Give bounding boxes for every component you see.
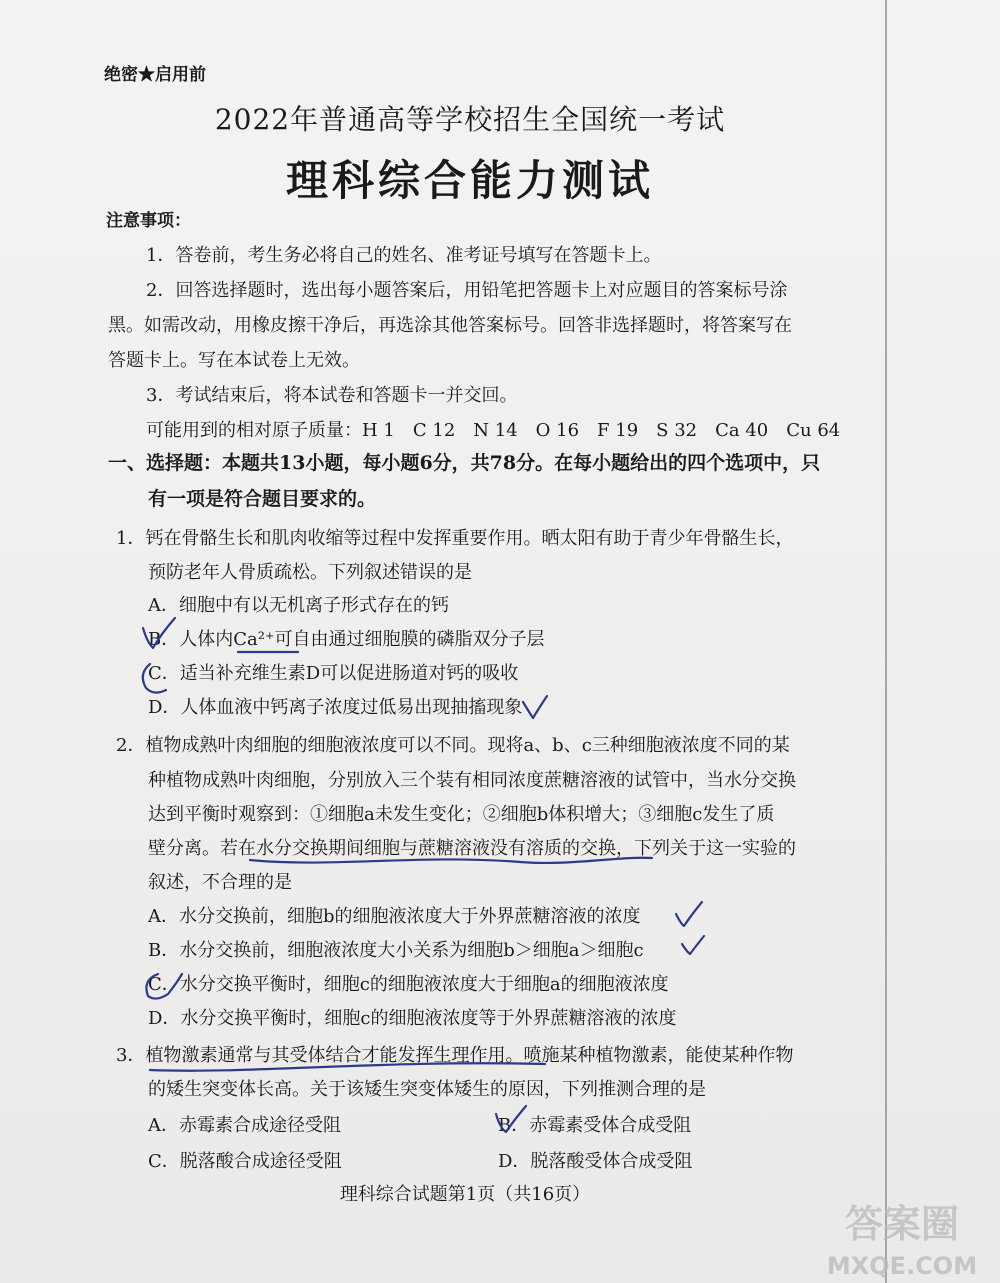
question-3-option-d: D．脱落酸受体合成受阻 (498, 1151, 693, 1172)
exam-subtitle: 理科综合能力测试 (285, 156, 654, 205)
question-3-option-b: B．赤霉素受体合成受阻 (498, 1115, 692, 1136)
question-1-option-b: B．人体内Ca²⁺可自由通过细胞膜的磷脂双分子层 (148, 629, 545, 650)
question-2-stem: 2．植物成熟叶肉细胞的细胞液浓度可以不同。现将a、b、c三种细胞液浓度不同的某 (116, 735, 790, 756)
watermark-top: 答案圈 (844, 1202, 960, 1246)
question-3-option-c: C．脱落酸合成途径受阻 (148, 1151, 342, 1172)
question-1-option-d: D．人体血液中钙离子浓度过低易出现抽搐现象 (148, 697, 523, 718)
question-2-stem: 种植物成熟叶肉细胞，分别放入三个装有相同浓度蔗糖溶液的试管中，当水分交换 (148, 770, 796, 791)
notes-heading: 注意事项： (106, 211, 191, 231)
question-1-option-c: C．适当补充维生素D可以促进肠道对钙的吸收 (148, 663, 519, 684)
watermark-bottom: MXQE.COM (826, 1252, 978, 1280)
question-1-option-a: A．细胞中有以无机离子形式存在的钙 (148, 595, 449, 616)
question-2-option-c: C．水分交换平衡时，细胞c的细胞液浓度大于细胞a的细胞液浓度 (148, 974, 669, 995)
checkmark-icon (523, 696, 547, 718)
page-footer: 理科综合试题第1页（共16页） (339, 1184, 591, 1205)
question-2-option-d: D．水分交换平衡时，细胞c的细胞液浓度等于外界蔗糖溶液的浓度 (148, 1008, 677, 1029)
question-3-stem: 的矮生突变体长高。关于该矮生突变体矮生的原因，下列推测合理的是 (148, 1079, 706, 1100)
checkmark-icon (676, 902, 702, 926)
notes-line: 1．答卷前，考生务必将自己的姓名、准考证号填写在答题卡上。 (146, 245, 662, 266)
notes-line: 黑。如需改动，用橡皮擦干净后，再选涂其他答案标号。回答非选择题时，将答案写在 (108, 315, 792, 336)
question-2-stem: 达到平衡时观察到：①细胞a未发生变化；②细胞b体积增大；③细胞c发生了质 (148, 804, 775, 825)
question-3-stem: 3．植物激素通常与其受体结合才能发挥生理作用。喷施某种植物激素，能使某种作物 (116, 1045, 794, 1066)
section-heading-line: 一、选择题：本题共13小题，每小题6分，共78分。在每小题给出的四个选项中，只 (108, 452, 821, 474)
notes-line: 2．回答选择题时，选出每小题答案后，用铅笔把答题卡上对应题目的答案标号涂 (146, 280, 788, 301)
exam-title: 2022年普通高等学校招生全国统一考试 (214, 103, 726, 136)
question-2-option-a: A．水分交换前，细胞b的细胞液浓度大于外界蔗糖溶液的浓度 (148, 906, 641, 927)
checkmark-icon (682, 936, 704, 954)
notes-line: 答题卡上。写在本试卷上无效。 (108, 350, 360, 371)
question-2-stem: 壁分离。若在水分交换期间细胞与蔗糖溶液没有溶质的交换，下列关于这一实验的 (148, 838, 796, 859)
watermark-logo (812, 1192, 992, 1282)
notes-line: 3．考试结束后，将本试卷和答题卡一并交回。 (146, 385, 518, 406)
section-heading-line: 有一项是符合题目要求的。 (148, 488, 377, 510)
atomic-mass-line: 可能用到的相对原子质量：H 1 C 12 N 14 O 16 F 19 S 32 Ca 40 Cu 64 (146, 420, 841, 441)
question-1-stem: 1．钙在骨骼生长和肌肉收缩等过程中发挥重要作用。晒太阳有助于青少年骨骼生长， (116, 528, 794, 549)
question-1-stem: 预防老年人骨质疏松。下列叙述错误的是 (148, 562, 472, 583)
question-2-option-b: B．水分交换前，细胞液浓度大小关系为细胞b＞细胞a＞细胞c (148, 940, 644, 961)
question-2-stem: 叙述，不合理的是 (148, 872, 292, 893)
secret-label: 绝密★启用前 (104, 65, 206, 85)
question-3-option-a: A．赤霉素合成途径受阻 (148, 1115, 341, 1136)
